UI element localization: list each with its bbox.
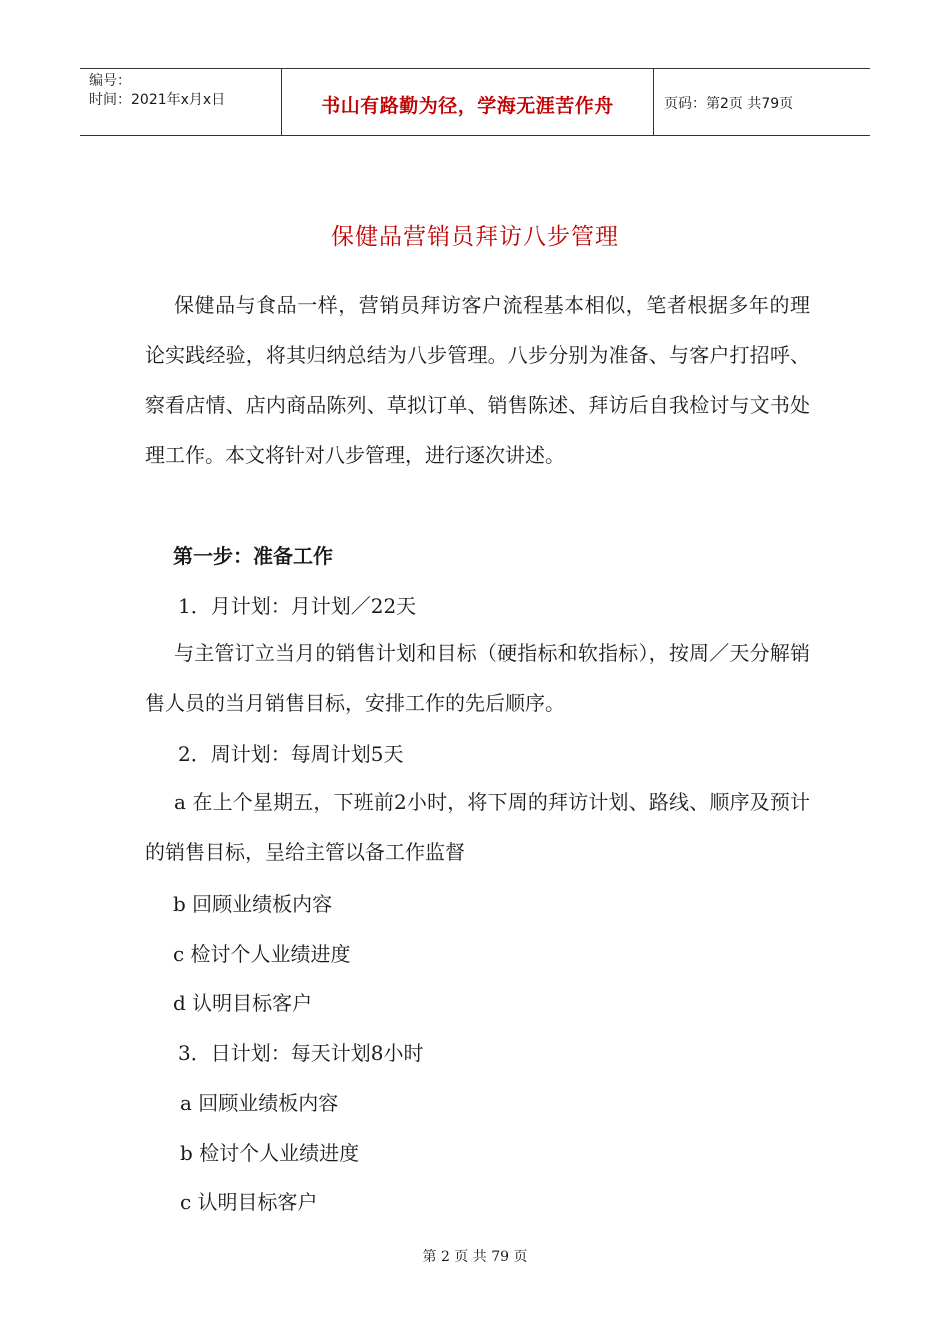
header-motto-cell	[282, 69, 654, 135]
day-item-c: c 认明目标客户	[180, 1190, 318, 1214]
month-desc-paragraph: 与主管订立当月的销售计划和目标（硬指标和软指标），按周／天分解销售人员的当月销售目标，安排工作的先后顺序。	[145, 641, 810, 715]
day-item-b: b 检讨个人业绩进度	[180, 1141, 360, 1165]
header-page-info	[654, 69, 870, 135]
week-item-a: a 在上个星期五，下班前2小时，将下周的拜访计划、路线、顺序及预计的销售目标，呈给主管以备工作监督	[145, 790, 810, 864]
motto-text: 书山有路勤为径，学海无涯苦作舟	[321, 94, 614, 117]
week-item-d: d 认明目标客户	[173, 991, 313, 1015]
intro-paragraph-block	[145, 280, 810, 480]
document-title: 保健品营销员拜访八步管理	[331, 224, 619, 250]
week-item-a-block	[145, 777, 810, 877]
day-item-a: a 回顾业绩板内容	[180, 1091, 339, 1115]
week-plan-heading: 2．周计划：每周计划5天	[178, 742, 404, 766]
document-header	[80, 68, 870, 136]
intro-paragraph: 保健品与食品一样，营销员拜访客户流程基本相似，笔者根据多年的理论实践经验，将其归纳总结为八步管理。八步分别为准备、与客户打招呼、察看店情、店内商品陈列、草拟订单、销售陈述、拜访后自我检讨与文书处理工作。本文将针对八步管理，进行逐次讲述。	[145, 293, 810, 467]
page-info-text: 页码：第2页 共79页	[664, 96, 794, 112]
page-footer: 第 2 页 共 79 页	[422, 1249, 528, 1265]
week-item-c: c 检讨个人业绩进度	[173, 942, 351, 966]
week-item-b: b 回顾业绩板内容	[173, 892, 333, 916]
month-desc-block	[145, 628, 810, 728]
day-plan-heading: 3．日计划：每天计划8小时	[178, 1041, 424, 1065]
number-label: 编号：	[89, 73, 131, 89]
step1-heading: 第一步：准备工作	[173, 544, 333, 568]
time-label: 时间：2021年x月x日	[89, 92, 226, 108]
month-plan-heading: 1．月计划：月计划／22天	[178, 594, 417, 618]
header-meta	[80, 69, 282, 135]
